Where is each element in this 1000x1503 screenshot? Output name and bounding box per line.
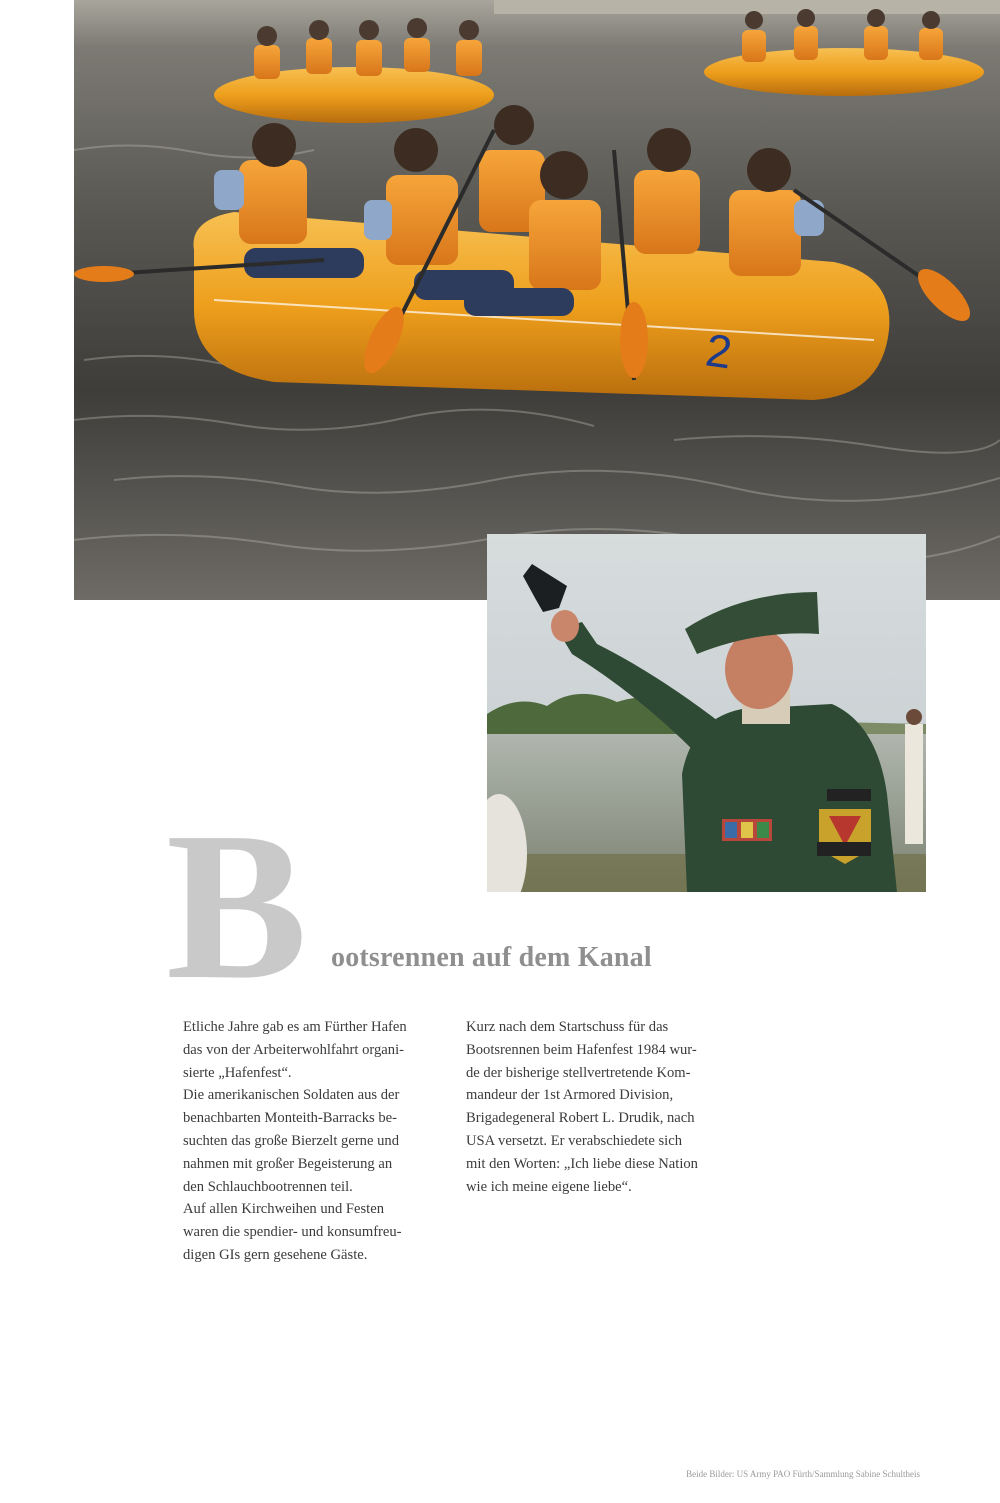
text-line: Bootsrennen beim Hafenfest 1984 wur- xyxy=(466,1041,697,1058)
photo-credit: Beide Bilder: US Army PAO Fürth/Sammlung Sabine Schultheis xyxy=(686,1469,920,1479)
text-line: USA versetzt. Er verabschiedete sich xyxy=(466,1132,682,1149)
text-line: Auf allen Kirchweihen und Festen xyxy=(183,1201,385,1218)
text-line: suchten das große Bierzelt gerne und xyxy=(183,1132,399,1149)
text-line: digen GIs gern gesehene Gäste. xyxy=(183,1246,368,1263)
text-line: sierte „Hafenfest“. xyxy=(183,1064,292,1081)
text-line: de der bisherige stellvertretende Kom- xyxy=(466,1064,691,1081)
page-title: ootsrennen auf dem Kanal xyxy=(331,942,652,973)
text-line: den Schlauchbootrennen teil. xyxy=(183,1178,353,1195)
text-line: Etliche Jahre gab es am Fürther Hafen xyxy=(183,1019,407,1035)
boat-race-photo xyxy=(74,0,1000,600)
heading-drop-cap: B xyxy=(166,788,306,1023)
svg-text:2: 2 xyxy=(702,323,736,379)
text-line: mit den Worten: „Ich liebe diese Nation xyxy=(466,1155,698,1172)
general-start-shot-photo xyxy=(487,534,926,892)
text-line: Die amerikanischen Soldaten aus der xyxy=(183,1087,400,1104)
text-line: Brigadegeneral Robert L. Drudik, nach xyxy=(466,1110,695,1127)
text-line: Kurz nach dem Startschuss für das xyxy=(466,1019,669,1035)
text-line: waren die spendier- und konsumfreu- xyxy=(183,1224,402,1241)
text-column-right xyxy=(466,1016,726,1198)
text-line: nahmen mit großer Begeisterung an xyxy=(183,1155,393,1172)
text-line: mandeur der 1st Armored Division, xyxy=(466,1087,674,1104)
text-line: benachbarten Monteith-Barracks be- xyxy=(183,1110,397,1127)
text-line: das von der Arbeiterwohlfahrt organi- xyxy=(183,1041,405,1058)
text-column-left xyxy=(183,1016,443,1267)
text-line: wie ich meine eigene liebe“. xyxy=(466,1178,632,1195)
